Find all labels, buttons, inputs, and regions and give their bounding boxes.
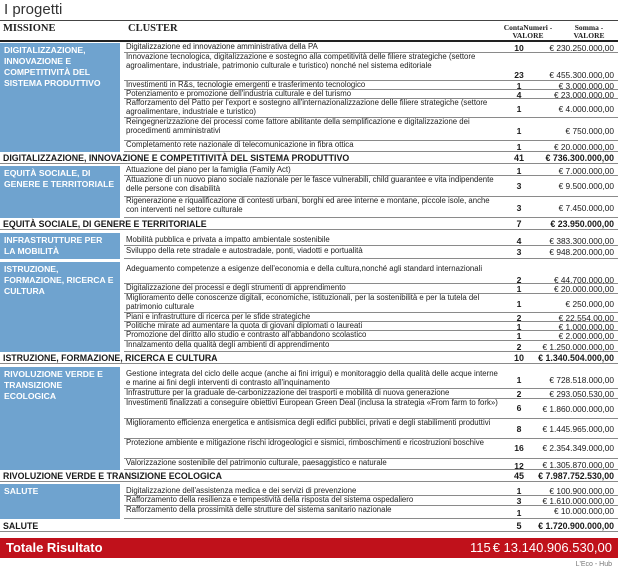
count-value: 4	[516, 236, 522, 246]
subtotal-row	[0, 152, 618, 164]
count-value: 1	[516, 284, 522, 294]
mission-block-infrastrutture	[0, 233, 618, 259]
table-row	[124, 246, 618, 259]
amount-value: € 3.000.000,00	[558, 81, 614, 91]
amount-value: € 750.000,00	[565, 126, 614, 136]
mission-block-istruzione	[0, 262, 618, 352]
header-missione: MISSIONE	[3, 23, 56, 34]
total-amount: € 13.140.906.530,00	[492, 540, 612, 555]
subtotal-amount: € 1.720.900.000,00	[538, 521, 614, 531]
mission-label: INFRASTRUTTURE PER LA MOBILITÀ	[0, 233, 120, 259]
subtotal-row	[0, 352, 618, 364]
header-conta: ContaNumeri - VALORE	[503, 23, 553, 40]
count-value: 2	[516, 342, 522, 352]
cluster-text: Miglioramento delle conoscenze digitali, economiche, istituzionali, per la sostenibilità e per la tutela del patrimonio culturale	[126, 293, 480, 311]
cluster-text: Rafforzamento della prossimità delle strutture del sistema sanitario nazionale	[126, 505, 392, 514]
count-value: 8	[516, 424, 522, 434]
cluster-text: Attuazione di un nuovo piano sociale nazionale per le fasce vulnerabili, child guarantee e vita indipendente delle persone con disabilità	[126, 175, 494, 193]
count-value: 1	[516, 81, 522, 91]
amount-value: € 1.860.000.000,00	[542, 404, 614, 414]
table-row	[124, 341, 618, 352]
subtotal-row	[0, 470, 618, 482]
cluster-text: Protezione ambiente e mitigazione rischi idrogeologici e sismici, rimboschimenti e ricostruzioni boschive	[126, 438, 484, 447]
amount-value: € 1.445.965.000,00	[542, 424, 614, 434]
subtotal-amount: € 7.987.752.530,00	[538, 471, 614, 481]
subtotal-count: 7	[516, 219, 522, 229]
table-row	[124, 176, 618, 197]
count-value: 3	[516, 247, 522, 257]
cluster-text: Sviluppo della rete stradale e autostradale, ponti, viadotti e portualità	[126, 246, 363, 255]
table-row	[124, 197, 618, 218]
subtotal-count: 45	[513, 471, 524, 481]
subtotal-amount: € 1.340.504.000,00	[538, 353, 614, 363]
cluster-text: Infrastrutture per la graduale de-carbonizzazione dei trasporti e mobilità di nuova generazione	[126, 388, 450, 397]
mission-label: EQUITÀ SOCIALE, DI GENERE E TERRITORIALE	[0, 166, 120, 218]
table-row	[124, 439, 618, 459]
table-row	[124, 99, 618, 118]
count-value: 1	[516, 508, 522, 518]
source-credit: L'Eco - Hub	[575, 561, 612, 568]
count-value: 1	[516, 126, 522, 136]
table-row	[124, 506, 618, 519]
count-value: 3	[516, 496, 522, 506]
cluster-text: Rafforzamento del Patto per l'export e sostegno all'internazionalizzazione delle filiere strategiche (settore agroalimentare, industriale e turistico)	[126, 98, 488, 116]
amount-value: € 2.354.349.000,00	[542, 443, 614, 453]
subtotal-amount: € 23.950.000,00	[550, 219, 614, 229]
cluster-text: Potenziamento e promozione dell'industria culturale e del turismo	[126, 89, 352, 98]
amount-value: € 10.000.000,00	[554, 506, 614, 516]
total-row	[0, 538, 618, 558]
cluster-text: Digitalizzazione ed innovazione amministrativa della PA	[126, 42, 318, 51]
table-row	[124, 118, 618, 141]
subtotal-label: SALUTE	[3, 521, 39, 531]
count-value: 1	[516, 331, 522, 341]
amount-value: € 9.500.000,00	[558, 181, 614, 191]
subtotal-label: EQUITÀ SOCIALE, DI GENERE E TERRITORIALE	[3, 219, 207, 229]
table-row	[124, 294, 618, 313]
header-cluster: CLUSTER	[128, 23, 178, 34]
table-row	[124, 53, 618, 81]
mission-block-salute	[0, 484, 618, 519]
mission-block-equita	[0, 166, 618, 218]
count-value: 2	[516, 313, 522, 323]
subtotal-count: 41	[513, 153, 524, 163]
amount-value: € 230.250.000,00	[549, 43, 614, 53]
count-value: 16	[514, 443, 524, 453]
amount-value: € 100.900.000,00	[549, 486, 614, 496]
table-row	[124, 233, 618, 246]
subtotal-row	[0, 520, 618, 532]
cluster-text: Digitalizzazione dell'assistenza medica e dei servizi di prevenzione	[126, 486, 357, 495]
subtotal-label: RIVOLUZIONE VERDE E TRANSIZIONE ECOLOGICA	[3, 471, 222, 481]
cluster-text: Rafforzamento della resilienza e tempestività della risposta del sistema ospedaliero	[126, 495, 414, 504]
amount-value: € 728.518.000,00	[549, 375, 614, 385]
count-value: 1	[516, 104, 522, 114]
count-value: 1	[516, 166, 522, 176]
subtotal-count: 5	[516, 521, 522, 531]
cluster-text: Attuazione del piano per la famiglia (Family Act)	[126, 165, 291, 174]
table-row	[124, 419, 618, 439]
count-value: 12	[514, 461, 524, 471]
table-row	[124, 262, 618, 284]
mission-block-digitalizzazione	[0, 43, 618, 152]
total-label: Totale Risultato	[6, 540, 103, 555]
amount-value: € 250.000,00	[565, 299, 614, 309]
cluster-text: Politiche mirate ad aumentare la quota di giovani diplomati o laureati	[126, 321, 363, 330]
count-value: 1	[516, 142, 522, 152]
cluster-text: Valorizzazione sostenibile del patrimonio culturale, paesaggistico e naturale	[126, 458, 387, 467]
amount-value: € 2.000.000,00	[558, 331, 614, 341]
table-row	[124, 459, 618, 470]
amount-value: € 1.250.000.000,00	[542, 342, 614, 352]
count-value: 6	[516, 403, 522, 413]
cluster-text: Completamento rete nazionale di telecomunicazione in fibra ottica	[126, 140, 354, 149]
table-row	[124, 367, 618, 389]
count-value: 10	[514, 43, 524, 53]
amount-value: € 1.305.870.000,00	[542, 460, 614, 470]
cluster-text: Gestione integrata del ciclo delle acque (anche ai fini irrigui) e monitoraggio della qualità delle acque interne e marine ai fini degli interventi di contrasto all'inquinamento	[126, 369, 498, 387]
subtotal-amount: € 736.300.000,00	[545, 153, 614, 163]
mission-label: ISTRUZIONE, FORMAZIONE, RICERCA E CULTURA	[0, 262, 120, 352]
count-value: 3	[516, 203, 522, 213]
count-value: 3	[516, 181, 522, 191]
count-value: 1	[516, 299, 522, 309]
amount-value: € 20.000.000,00	[554, 142, 614, 152]
count-value: 23	[514, 70, 524, 80]
mission-label: RIVOLUZIONE VERDE E TRANSIZIONE ECOLOGICA	[0, 367, 120, 470]
subtotal-count: 10	[513, 353, 524, 363]
count-value: 1	[516, 322, 522, 332]
amount-value: € 7.450.000,00	[558, 203, 614, 213]
count-value: 1	[516, 486, 522, 496]
total-count: 115	[470, 540, 491, 555]
amount-value: € 22.554.00,00	[558, 313, 614, 323]
amount-value: € 1.610.000.000,00	[542, 496, 614, 506]
cluster-text: Miglioramento efficienza energetica e antisismica degli edifici pubblici, privati e degli stabilimenti produttivi	[126, 418, 491, 427]
amount-value: € 44.700.000,00	[554, 275, 614, 285]
cluster-text: Promozione del diritto allo studio e contrasto all'abbandono scolastico	[126, 330, 367, 339]
page-title: I progetti	[4, 1, 63, 18]
cluster-text: Adeguamento competenze a esigenze dell'economia e della cultura,nonché agli standard internazionali	[126, 264, 483, 273]
subtotal-row	[0, 218, 618, 230]
mission-block-rivoluzione-verde	[0, 367, 618, 470]
mission-label: DIGITALIZZAZIONE, INNOVAZIONE E COMPETITIVITÀ DEL SISTEMA PRODUTTIVO	[0, 43, 120, 152]
count-value: 1	[516, 375, 522, 385]
title-divider	[0, 20, 618, 21]
mission-label: SALUTE	[0, 484, 120, 519]
table-row	[124, 141, 618, 152]
cluster-text: Innalzamento della qualità degli ambienti di apprendimento	[126, 340, 330, 349]
subtotal-label: DIGITALIZZAZIONE, INNOVAZIONE E COMPETITIVITÀ DEL SISTEMA PRODUTTIVO	[3, 153, 350, 163]
cluster-text: Mobilità pubblica e privata a impatto ambientale sostenibile	[126, 235, 330, 244]
cluster-text: Digitalizzazione dei processi e degli strumenti di apprendimento	[126, 283, 346, 292]
table-row	[124, 399, 618, 419]
count-value: 2	[516, 275, 522, 285]
amount-value: € 383.300.000,00	[549, 236, 614, 246]
amount-value: € 293.050.530,00	[549, 389, 614, 399]
header-somma: Somma - VALORE	[573, 23, 605, 40]
cluster-text: Rigenerazione e riqualificazione di contesti urbani, borghi ed aree interne e montane, piccole isole, anche con interventi nel settore culturale	[126, 196, 490, 214]
count-value: 4	[516, 90, 522, 100]
cluster-text: Innovazione tecnologica, digitalizzazione e sostegno alla competitività delle filiere strategiche (settore agroalimentare, industriale, patrimonio culturale e turistico) nonché nel sistema editoriale	[126, 52, 476, 70]
amount-value: € 455.300.000,00	[549, 70, 614, 80]
count-value: 2	[516, 389, 522, 399]
amount-value: € 4.000.000,00	[558, 104, 614, 114]
cluster-text: Investimenti finalizzati a conseguire obiettivi European Green Deal (inclusa la strategia «From farm to fork»)	[126, 398, 498, 407]
subtotal-label: ISTRUZIONE, FORMAZIONE, RICERCA E CULTURA	[3, 353, 218, 363]
amount-value: € 948.200.000,00	[549, 247, 614, 257]
amount-value: € 7.000.000,00	[558, 166, 614, 176]
amount-value: € 23.000.000,00	[554, 90, 614, 100]
amount-value: € 1.000.000,00	[558, 322, 614, 332]
cluster-text: Piani e infrastrutture di ricerca per le sfide strategiche	[126, 312, 311, 321]
cluster-text: Investimenti in R&s, tecnologie emergenti e trasferimento tecnologico	[126, 80, 366, 89]
amount-value: € 20.000.000,00	[554, 284, 614, 294]
cluster-text: Reingegnerizzazione dei processi come fattore abilitante della semplificazione e digitalizzazione dei procedimenti amministrativi	[126, 117, 470, 135]
